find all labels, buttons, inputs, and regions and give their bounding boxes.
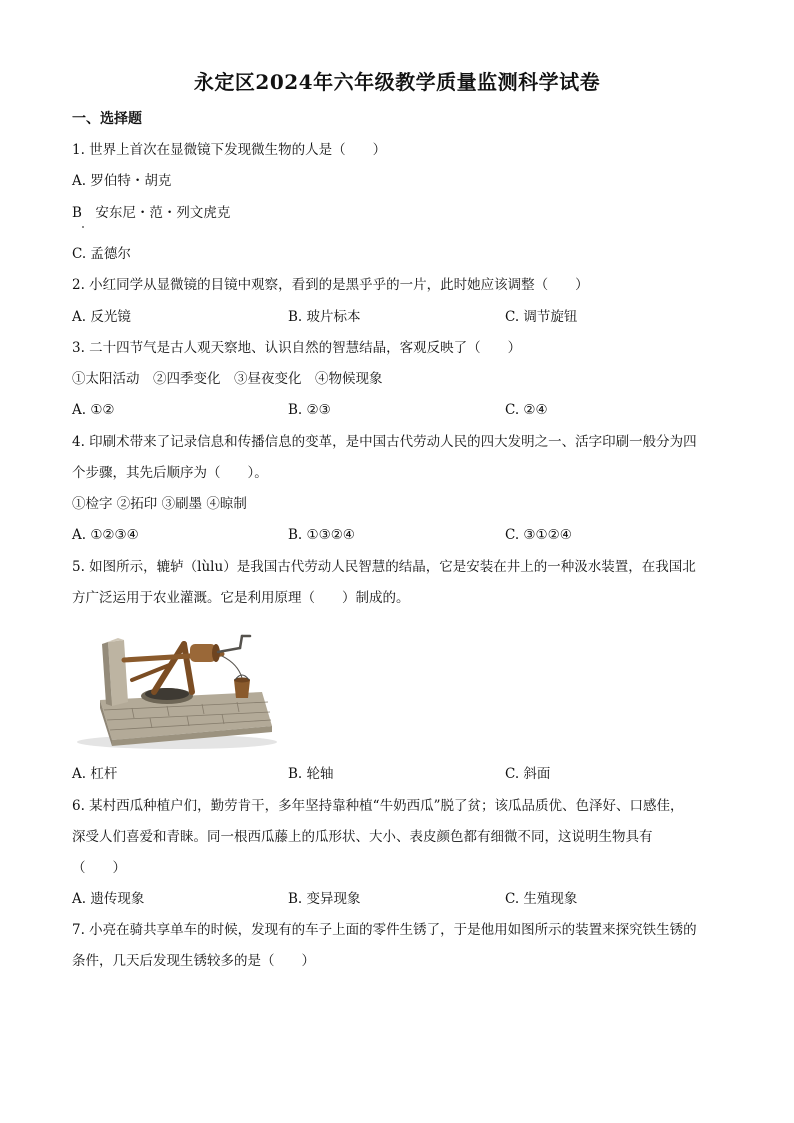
question-3-options [0,401,794,419]
question-4-stem-2: 个步骤，其先后顺序为（ ）。 [72,465,268,481]
question-6-options [0,890,794,908]
question-7-stem-1: 7. 小亮在骑共享单车的时候，发现有的车子上面的零件生锈了，于是他用如图所示的装置来探究铁生锈的 [72,922,697,938]
question-6-stem-3: （ ） [72,860,126,876]
stray-dot [82,226,84,228]
question-7-stem-2: 条件，几天后发现生锈较多的是（ ） [72,953,315,969]
question-5-option-b: B. 轮轴 [288,766,334,782]
question-2-option-b: B. 玻片标本 [288,309,361,325]
question-1-option-b: B 安东尼・范・列文虎克 [72,205,231,221]
question-5-option-c: C. 斜面 [505,766,551,782]
question-2-option-c: C. 调节旋钮 [505,309,578,325]
question-6-stem-2: 深受人们喜爱和青睐。同一根西瓜藤上的瓜形状、大小、表皮颜色都有细微不同，这说明生物具有 [72,829,653,845]
question-5-option-a: A. 杠杆 [72,766,118,782]
question-6-stem-1: 6. 某村西瓜种植户们，勤劳肯干，多年坚持靠种植“牛奶西瓜”脱了贫；该瓜品质优、色泽好、口感佳， [72,798,684,814]
windlass-well-image [72,630,277,750]
question-4-option-c: C. ③①②④ [505,527,572,543]
page-title: 永定区2024年六年级教学质量监测科学试卷 [193,70,601,94]
question-4-option-a: A. ①②③④ [72,527,139,543]
question-2-stem: 2. 小红同学从显微镜的目镜中观察，看到的是黑乎乎的一片，此时她应该调整（ ） [72,277,589,293]
question-1-stem: 1. 世界上首次在显微镜下发现微生物的人是（ ） [72,142,387,158]
question-3-items: ①太阳活动 ②四季变化 ③昼夜变化 ④物候现象 [72,371,383,387]
question-3-stem: 3. 二十四节气是古人观天察地、认识自然的智慧结晶，客观反映了（ ） [72,340,522,356]
question-1-option-c: C. 孟德尔 [72,246,131,262]
question-3-option-b: B. ②③ [288,402,331,418]
question-4-options [0,526,794,544]
question-6-option-c: C. 生殖现象 [505,891,578,907]
question-5-stem-1: 5. 如图所示，辘轳（lùlu）是我国古代劳动人民智慧的结晶，它是安装在井上的一种汲水装置，在我国北 [72,559,696,575]
question-5-options [0,765,794,783]
question-2-options [0,308,794,326]
question-4-items: ①检字 ②拓印 ③刷墨 ④晾制 [72,496,247,512]
question-5-stem-2: 方广泛运用于农业灌溉。它是利用原理（ ）制成的。 [72,590,410,606]
question-2-option-a: A. 反光镜 [72,309,131,325]
question-3-option-c: C. ②④ [505,402,548,418]
question-3-option-a: A. ①② [72,402,115,418]
question-1-option-a: A. 罗伯特・胡克 [72,173,172,189]
question-4-option-b: B. ①③②④ [288,527,355,543]
section-title: 一、选择题 [72,111,142,127]
question-4-stem-1: 4. 印刷术带来了记录信息和传播信息的变革，是中国古代劳动人民的四大发明之一、活字印刷一般分为四 [72,434,697,450]
question-6-option-a: A. 遗传现象 [72,891,145,907]
question-6-option-b: B. 变异现象 [288,891,361,907]
